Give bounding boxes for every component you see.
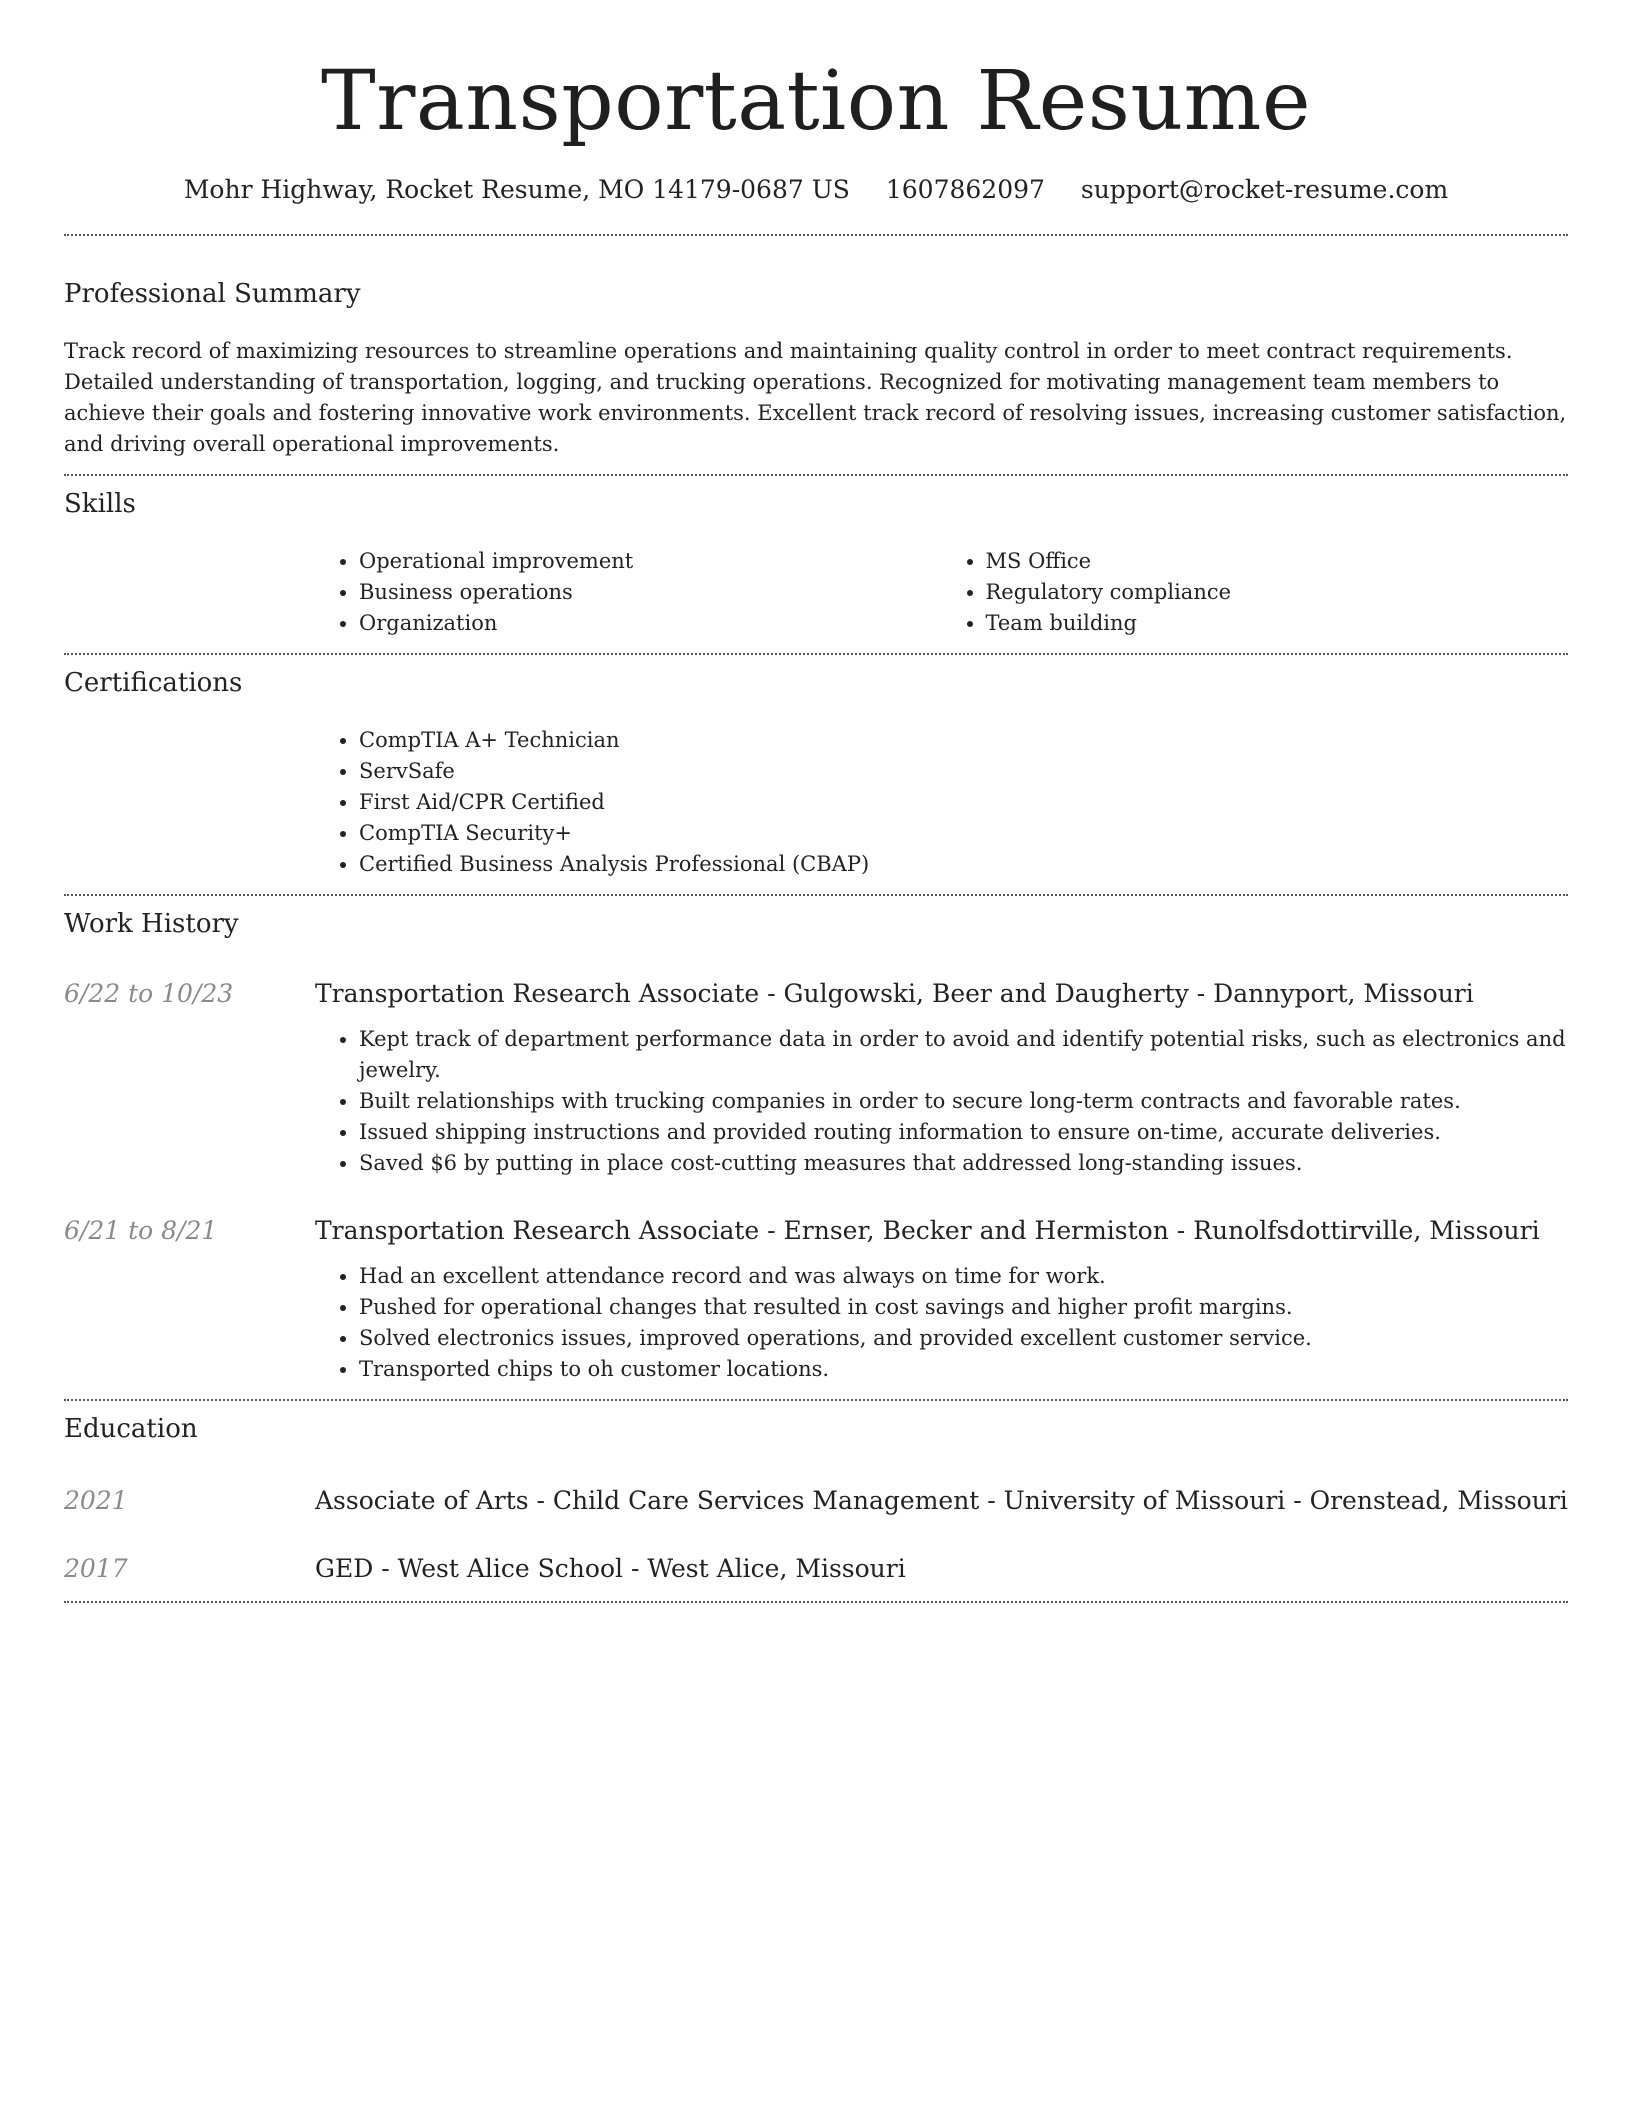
certification-item: • Certified Business Analysis Professional (CBAP) <box>359 849 1568 880</box>
certifications-section <box>64 655 1568 880</box>
contact-line <box>64 170 1568 210</box>
education-details: GED - West Alice School - West Alice, Missouri <box>315 1554 906 1583</box>
certification-item: • CompTIA A+ Technician <box>359 725 1568 756</box>
job-bullets <box>315 1261 1568 1385</box>
job-bullet: • Transported chips to oh customer locations. <box>359 1354 1568 1385</box>
work-history-section <box>64 896 1568 1385</box>
job-dates: 6/21 to 8/21 <box>64 1216 218 1245</box>
education-heading: Education <box>64 1414 198 1444</box>
education-entry <box>64 1481 1568 1521</box>
job-bullet: • Built relationships with trucking companies in order to secure long-term contracts and favorable rates. <box>359 1086 1568 1117</box>
contact-email: support@rocket-resume.com <box>1080 175 1449 204</box>
job-title: Transportation Research Associate - Ernser, Becker and Hermiston - Runolfsdottirville, Missouri <box>315 1216 1540 1245</box>
job-bullet: • Issued shipping instructions and provided routing information to ensure on-time, accurate deliveries. <box>359 1117 1568 1148</box>
job-bullet: • Had an excellent attendance record and was always on time for work. <box>359 1261 1568 1292</box>
job-bullet: • Saved $6 by putting in place cost-cutting measures that addressed long-standing issues. <box>359 1148 1568 1179</box>
contact-address: Mohr Highway, Rocket Resume, MO 14179-0687 US <box>183 175 850 204</box>
certification-item: • ServSafe <box>359 756 1568 787</box>
skills-section <box>64 476 1568 639</box>
job-bullet: • Solved electronics issues, improved operations, and provided excellent customer service. <box>359 1323 1568 1354</box>
education-year: 2017 <box>64 1554 128 1583</box>
summary-section <box>64 236 1568 460</box>
contact-phone: 1607862097 <box>885 175 1045 204</box>
skills-column-right <box>942 546 1569 639</box>
job-title: Transportation Research Associate - Gulgowski, Beer and Daugherty - Dannyport, Missouri <box>315 979 1474 1008</box>
job-details <box>315 1211 1568 1385</box>
education-section <box>64 1401 1568 1589</box>
job-bullet: • Kept track of department performance data in order to avoid and identify potential risks, such as electronics and jewelry. <box>359 1024 1568 1086</box>
skills-heading: Skills <box>64 489 136 519</box>
skill-item: • Team building <box>986 608 1569 639</box>
job-dates: 6/22 to 10/23 <box>64 979 234 1008</box>
skills-column-left <box>315 546 942 639</box>
certifications-bullets <box>315 725 1568 880</box>
skills-list <box>315 546 1568 639</box>
skill-item: • Business operations <box>359 577 942 608</box>
education-details: Associate of Arts - Child Care Services Management - University of Missouri - Orenstead, Missouri <box>315 1486 1568 1515</box>
work-history-heading: Work History <box>64 909 239 939</box>
job-bullets <box>315 1024 1568 1179</box>
certification-item: • CompTIA Security+ <box>359 818 1568 849</box>
skill-item: • Operational improvement <box>359 546 942 577</box>
job-details <box>315 974 1568 1179</box>
skill-item: • Organization <box>359 608 942 639</box>
job-bullet: • Pushed for operational changes that resulted in cost savings and higher profit margins. <box>359 1292 1568 1323</box>
section-divider <box>64 1601 1568 1603</box>
summary-heading: Professional Summary <box>64 279 361 309</box>
job-entry <box>64 1211 1568 1385</box>
skill-item: • MS Office <box>986 546 1569 577</box>
job-entry <box>64 974 1568 1179</box>
skill-item: • Regulatory compliance <box>986 577 1569 608</box>
resume-title: Transportation Resume <box>321 54 1311 149</box>
education-entry <box>64 1549 1568 1589</box>
certifications-list <box>315 725 1568 880</box>
summary-text: Track record of maximizing resources to streamline operations and maintaining quality control in order to meet contract requirements. Detailed understanding of transportation, logging, and trucking operations. Recognized for motivating management team members to achieve their goals and fostering innovative work environments. Excellent track record of resolving issues, increasing customer satisfaction, and driving overall operational improvements. <box>64 339 1567 456</box>
certifications-heading: Certifications <box>64 668 243 698</box>
certification-item: • First Aid/CPR Certified <box>359 787 1568 818</box>
education-year: 2021 <box>64 1486 128 1515</box>
